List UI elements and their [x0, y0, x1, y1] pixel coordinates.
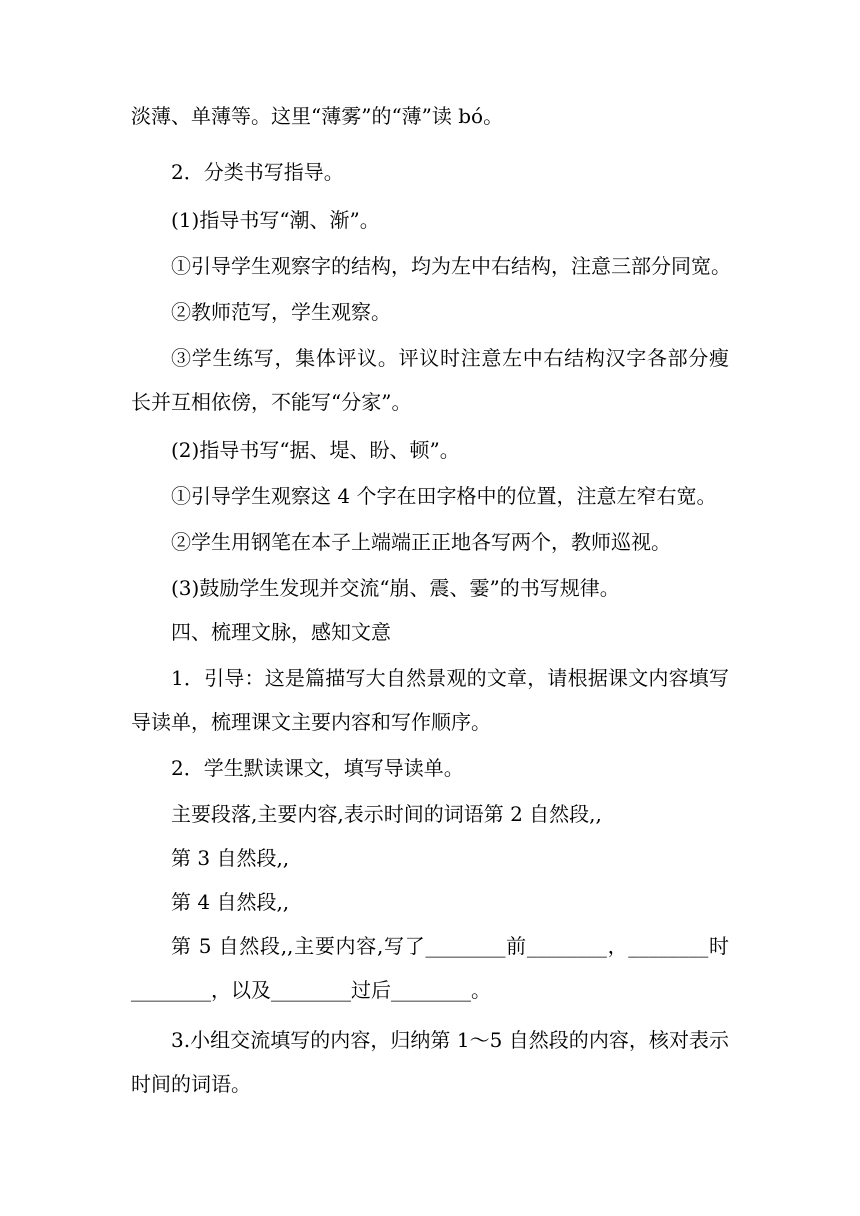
paragraph-observe-position: ①引导学生观察这 4 个字在田字格中的位置，注意左窄右宽。: [171, 484, 717, 508]
paragraph-observe-structure: ①引导学生观察字的结构，均为左中右结构，注意三部分同宽。: [171, 254, 731, 278]
paragraph-discover-rules: (3)鼓励学生发现并交流“崩、震、霎”的书写规律。: [171, 576, 620, 600]
section-heading: 四、梳理文脉，感知文意: [171, 620, 391, 644]
table-row-paragraph-3: 第 3 自然段,,: [171, 846, 290, 870]
table-row-paragraph-4: 第 4 自然段,,: [171, 890, 290, 914]
paragraph-group-discussion: 3.小组交流填写的内容，归纳第 1～5 自然段的内容，核对表示时间的词语。: [131, 1028, 729, 1096]
table-row-header: 主要段落,主要内容,表示时间的词语第 2 自然段,,: [171, 802, 602, 826]
paragraph-introduction: 1．引导：这是篇描写大自然景观的文章，请根据课文内容填写导读单，梳理课文主要内容和写作顺序。: [131, 666, 729, 734]
paragraph-guide-ju-di-pan-dun: (2)指导书写“据、堤、盼、顿”。: [171, 438, 460, 462]
paragraph-practice-review: ③学生练写，集体评议。评议时注意左中右结构汉字各部分瘦长并互相依傍，不能写“分家”。: [131, 346, 729, 414]
paragraph-writing-guidance: 2．分类书写指导。: [171, 160, 344, 184]
paragraph-continuation: 淡薄、单薄等。这里“薄雾”的“薄”读 bó。: [131, 104, 504, 128]
table-row-paragraph-5: 第 5 自然段,,主要内容,写了________前________，________时________，以及________过后________。: [131, 934, 729, 1002]
paragraph-guide-chao-jian: (1)指导书写“潮、渐”。: [171, 208, 380, 232]
paragraph-teacher-demo: ②教师范写，学生观察。: [171, 300, 391, 324]
paragraph-silent-reading: 2．学生默读课文，填写导读单。: [171, 756, 464, 780]
paragraph-pen-practice: ②学生用钢笔在本子上端端正正地各写两个，教师巡视。: [171, 530, 671, 554]
